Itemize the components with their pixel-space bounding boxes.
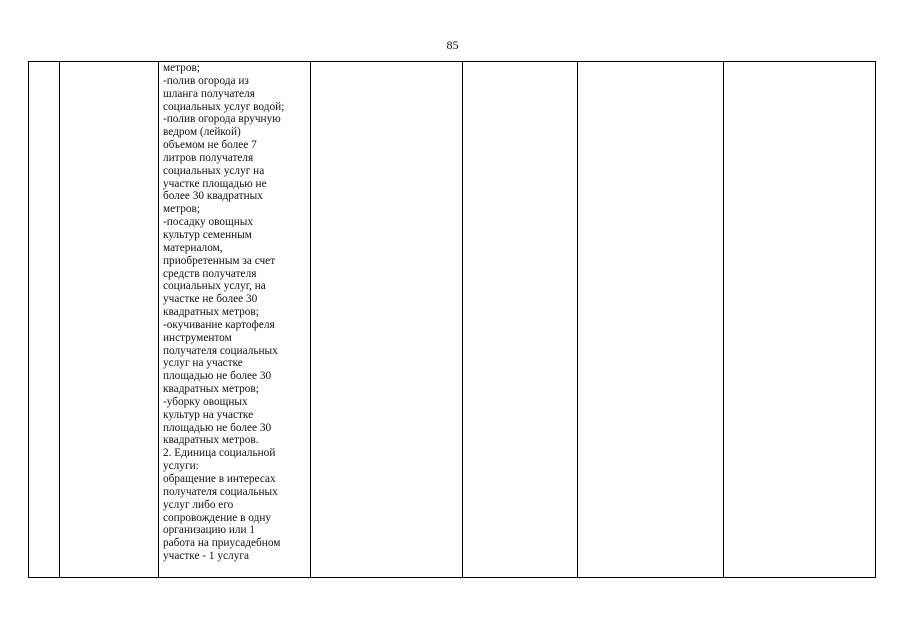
description-line: более 30 квадратных [163, 190, 263, 203]
description-line: площадью не более 30 [163, 421, 272, 434]
description-line: организацию или 1 [163, 524, 256, 537]
description-line: получателя социальных [163, 485, 278, 498]
description-line: приобретенным за счет [163, 254, 276, 267]
description-line: -полив огорода вручную [163, 113, 281, 126]
service-description-text [159, 62, 310, 563]
description-line: социальных услуг водой; [163, 100, 285, 113]
description-line: сопровождение в одну [163, 511, 272, 524]
description-line: участке - 1 услуга [163, 550, 249, 563]
description-line: объемом не более 7 [163, 139, 257, 152]
description-line: обращение в интересах [163, 473, 276, 485]
services-table [28, 61, 876, 578]
cell-service-name [60, 62, 159, 578]
cell-service-description [159, 62, 311, 578]
description-line: квадратных метров; [163, 383, 259, 396]
description-line: литров получателя [163, 151, 254, 164]
description-line: материалом, [163, 241, 223, 254]
description-line: услуг либо его [163, 498, 234, 511]
page-number: 85 [446, 38, 459, 52]
cell-tariff [463, 62, 578, 578]
description-line: социальных услуг на [163, 164, 265, 177]
description-line: площадью не более 30 [163, 370, 272, 383]
description-line: работа на приусадебном [163, 537, 281, 550]
description-line: шланга получателя [163, 87, 255, 100]
description-line: ведром (лейкой) [163, 126, 241, 139]
description-line: культур семенным [163, 228, 252, 241]
description-line: квадратных метров. [163, 434, 259, 447]
description-line: -посадку овощных [163, 216, 253, 229]
description-line: -уборку овощных [163, 395, 248, 408]
cell-number [29, 62, 60, 578]
description-line: -окучивание картофеля [163, 318, 275, 331]
description-line: -полив огорода из [163, 74, 249, 87]
description-line: 2. Единица социальной [163, 447, 276, 460]
description-line: культур на участке [163, 408, 254, 421]
description-line: инструментом [163, 331, 232, 344]
description-line: услуг на участке [163, 357, 243, 370]
description-line: социальных услуг, на [163, 280, 266, 293]
cell-terms [578, 62, 724, 578]
description-line: квадратных метров; [163, 306, 259, 319]
cell-standard [311, 62, 463, 578]
description-line: участке площадью не [163, 177, 267, 190]
description-line: метров; [163, 62, 201, 74]
cell-quality [724, 62, 876, 578]
description-line: получателя социальных [163, 344, 278, 357]
description-line: участке не более 30 [163, 293, 258, 306]
description-line: услуги: [163, 460, 199, 473]
table-row [29, 62, 876, 578]
description-line: метров; [163, 203, 201, 216]
description-line: средств получателя [163, 267, 257, 280]
